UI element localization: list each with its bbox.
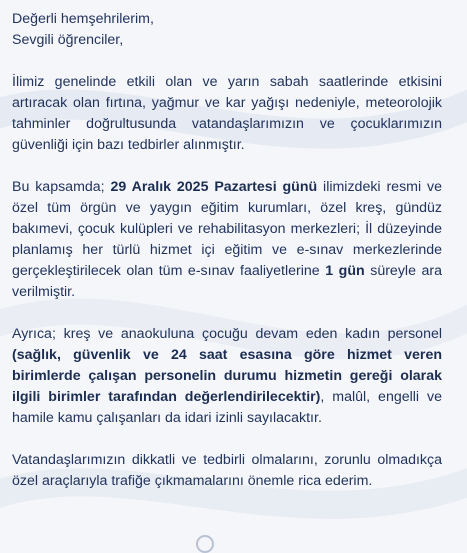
salutation-line-1: Değerli hemşehrilerim, bbox=[12, 11, 154, 27]
salutation-line-2: Sevgili öğrenciler, bbox=[12, 32, 124, 48]
seal-partial-icon bbox=[196, 535, 214, 553]
closure-duration: 1 gün bbox=[325, 263, 365, 279]
paragraph-2-text-2: ilimizdeki resmi ve özel tüm örgün ve yaygın eğitim kurumları, özel kreş, gündüz bakımevi, çocuk kulüpleri ve rehabilitasyon merkezleri; İl düzeyinde planlamış her türlü hizmet içi eğitim ve e-sınav merkezlerinde gerçekleştirilecek olan tüm e-sınav faaliyetlerine bbox=[12, 179, 442, 279]
paragraph-3-text-1: Ayrıca; kreş ve anaokuluna çocuğu devam eden kadın personel bbox=[12, 326, 442, 342]
paragraph-storm-notice: İlimiz genelinde etkili olan ve yarın sabah saatlerinde etkisini artıracak olan fırtına, yağmur ve kar yağışı nedeniyle, meteorolojik tahminler doğrultusunda vatandaşlarımızın ve çocuklarımızın güvenliği için bazı tedbirler alınmıştır. bbox=[12, 74, 442, 153]
paragraph-3-text-2: , malûl, engelli ve hamile kamu çalışanları da idari izinli sayılacaktır. bbox=[12, 389, 442, 426]
paragraph-administrative-leave bbox=[12, 324, 442, 429]
paragraph-traffic-request: Vatandaşlarımızın dikkatli ve tedbirli olmalarını, zorunlu olmadıkça özel araçlarıyla trafiğe çıkmamalarını önemle rica ederim. bbox=[12, 452, 442, 489]
paragraph-2-text-1: Bu kapsamda; bbox=[12, 179, 111, 195]
paragraph-2-text-3: süreyle ara verilmiştir. bbox=[12, 263, 443, 300]
paragraph-school-closure bbox=[12, 177, 442, 303]
closure-date: 29 Aralık 2025 Pazartesi günü bbox=[110, 179, 318, 195]
leave-exception-note: (sağlık, güvenlik ve 24 saat esasına göre hizmet veren birimlerde çalışan personelin durumu hizmetin gereği olarak ilgili birimler tarafından değerlendirilecektir) bbox=[12, 347, 442, 405]
announcement-document bbox=[12, 9, 442, 492]
